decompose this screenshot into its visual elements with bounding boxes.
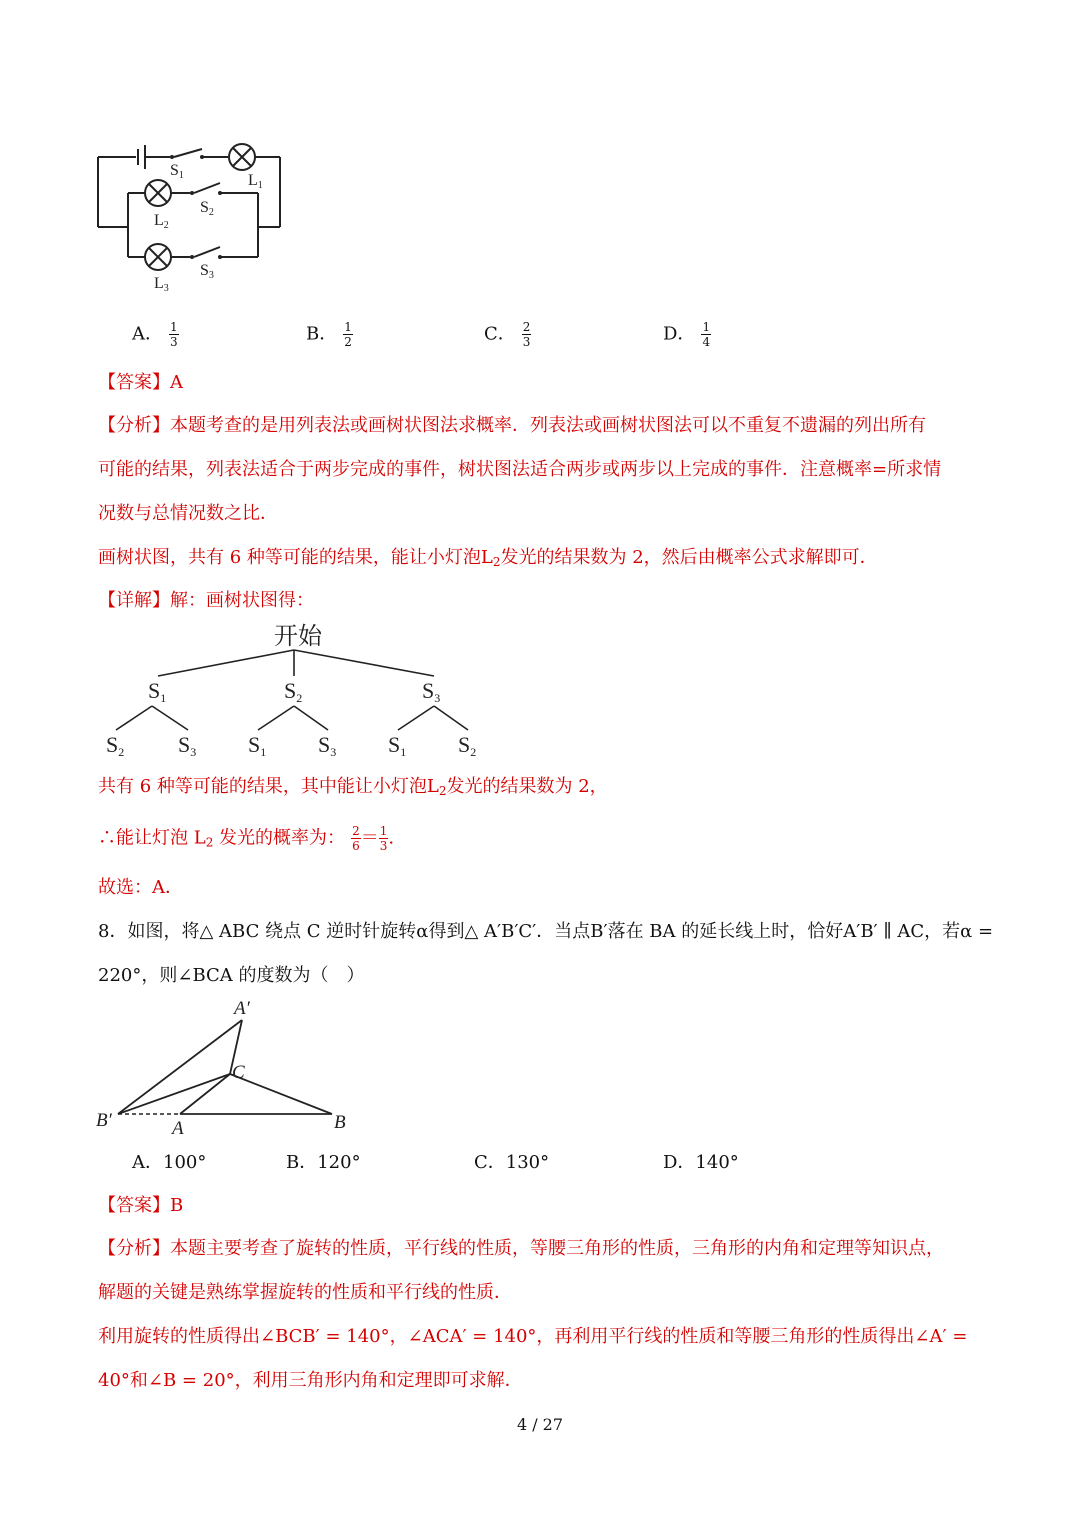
switch-label-s3: S3 [200, 262, 214, 281]
tree-node: S1 [148, 678, 167, 705]
q7-analysis-line-2: 可能的结果，列表法适合于两步完成的事件，树状图法适合两步或两步以上完成的事件．注意概率=所求情 [98, 459, 942, 480]
q8-analysis-line-1: 【分析】本题主要考查了旋转的性质，平行线的性质，等腰三角形的性质，三角形的内角和定理等知识点， [98, 1238, 944, 1259]
page-number: 4 / 27 [516, 1415, 564, 1434]
label-a-prime: A′ [234, 998, 250, 1019]
q8-option-b: B．120° [286, 1152, 361, 1173]
switch-label-s1: S1 [170, 162, 184, 181]
tree-leaf: S2 [106, 732, 125, 759]
q8-option-c: C．130° [474, 1152, 550, 1173]
q8-question-line-1: 8．如图，将△ ABC 绕点 C 逆时针旋转α得到△ A′B′C′．当点B′落在 BA 的延长线上时，恰好A′B′ ∥ AC，若α = [98, 921, 994, 942]
tree-leaf: S3 [178, 732, 197, 759]
q7-detail: 【详解】解：画树状图得： [98, 590, 314, 611]
tree-node: S3 [422, 678, 441, 705]
label-a: A [172, 1118, 184, 1139]
q7-method: 画树状图，共有 6 种等可能的结果，能让小灯泡$L_2$发光的结果数为 2，然后由概率公式求解即可． [98, 547, 878, 569]
q7-answer: 【答案】A [98, 372, 183, 393]
q7-analysis-line-3: 况数与总情况数之比． [98, 503, 278, 524]
q7-choice: 故选：A． [98, 877, 183, 898]
tree-leaf: S1 [388, 732, 407, 759]
q7-option-c: C． $\frac{2}{3}$ [484, 320, 531, 349]
tree-root: 开始 [274, 622, 322, 650]
label-b: B [334, 1112, 346, 1133]
q8-option-d: D．140° [663, 1152, 739, 1173]
lamp-label-l1: L1 [248, 172, 263, 191]
q8-question-line-2: 220°，则∠BCA 的度数为（ ） [98, 965, 365, 986]
tree-diagram [96, 618, 496, 768]
tree-node: S2 [284, 678, 303, 705]
rotation-figure [92, 990, 362, 1140]
lamp-label-l3: L3 [154, 275, 169, 294]
circuit-diagram [90, 135, 290, 300]
tree-leaf: S1 [248, 732, 267, 759]
q8-method-line-1: 利用旋转的性质得出∠BCB′ = 140°，∠ACA′ = 140°，再利用平行线的性质和等腰三角形的性质得出∠A′ = [98, 1326, 968, 1347]
lamp-label-l2: L2 [154, 212, 169, 231]
tree-leaf: S2 [458, 732, 477, 759]
q7-option-b: B． $\frac{1}{2}$ [306, 320, 352, 349]
switch-label-s2: S2 [200, 199, 214, 218]
q8-option-a: A．100° [132, 1152, 207, 1173]
label-b-prime: B′ [96, 1110, 112, 1131]
q7-probability: ∴能让灯泡 $L_2$ 发光的概率为： $\frac{2}{6}$ ＝ $\frac{1}{3}$ . [98, 824, 395, 853]
label-c: C [232, 1062, 245, 1083]
q7-option-d: D． $\frac{1}{4}$ [663, 320, 711, 349]
tree-leaf: S3 [318, 732, 337, 759]
q7-analysis-line-1: 【分析】本题考查的是用列表法或画树状图法求概率．列表法或画树状图法可以不重复不遗漏的列出所有 [98, 415, 926, 436]
q7-option-a: A． $\frac{1}{3}$ [132, 320, 178, 349]
q7-result: 共有 6 种等可能的结果，其中能让小灯泡$L_2$发光的结果数为 2， [98, 776, 608, 798]
q8-method-line-2: 40°和∠B = 20°，利用三角形内角和定理即可求解． [98, 1370, 523, 1391]
q8-analysis-line-2: 解题的关键是熟练掌握旋转的性质和平行线的性质． [98, 1282, 512, 1303]
q8-answer: 【答案】B [98, 1195, 184, 1216]
